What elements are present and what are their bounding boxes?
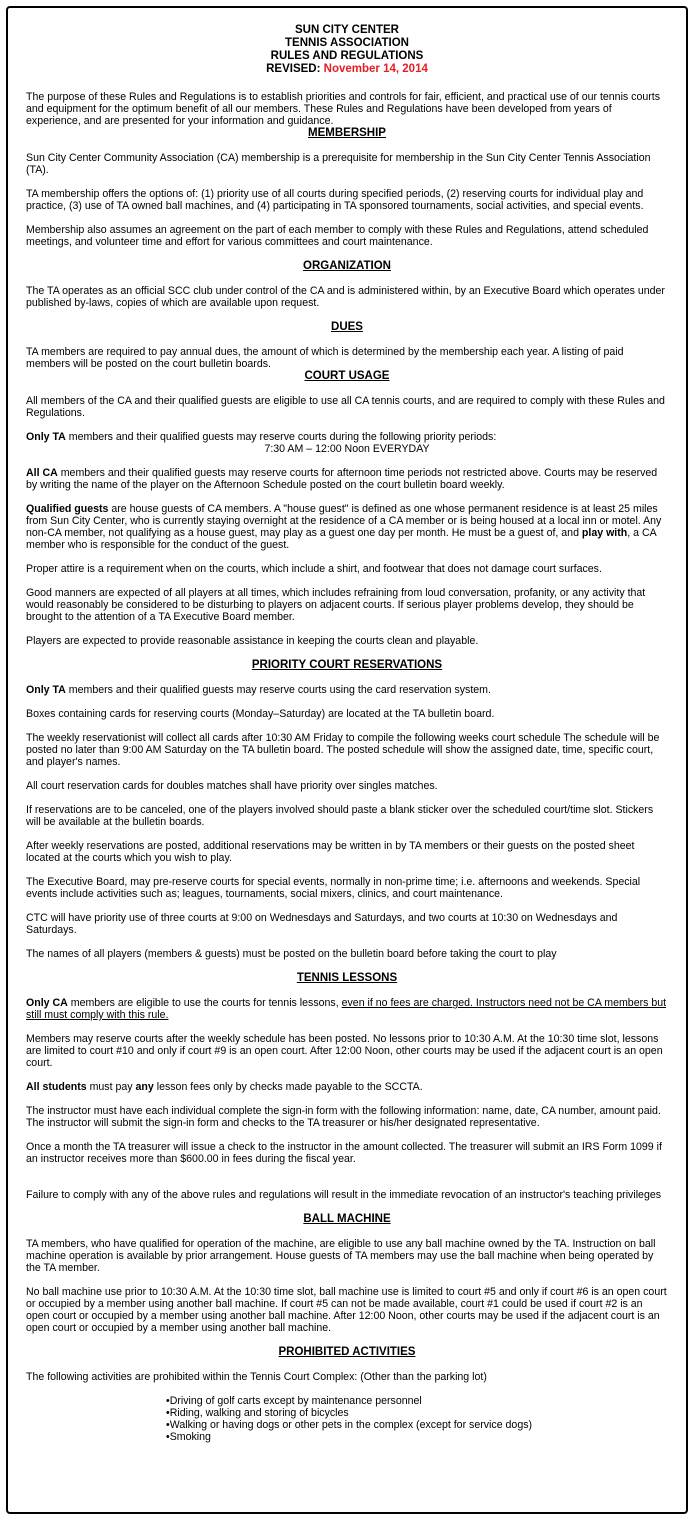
section-heading: MEMBERSHIP: [308, 127, 386, 139]
text-run: All court reservation cards for doubles matches shall have priority over singles matches.: [26, 780, 438, 792]
document-body: [26, 91, 668, 1443]
text-run: even if no fees are charged. Instructors need not be CA members but still must comply with this rule.: [26, 997, 667, 1021]
paragraph: [26, 431, 668, 443]
text-run: Members may reserve courts after the weekly schedule has been posted. No lessons prior to 10:30 A.M. At the 10:30 time slot, lessons are limited to court #10 and only if court #9 is an open court. After 12:00 Noon, other courts may be used if the adjacent court is an open court.: [26, 1033, 663, 1069]
text-run: The purpose of these Rules and Regulations is to establish priorities and controls for fair, efficient, and practical use of our tennis courts and equipment for the optimum benefit of all our members. These Rules and Regulations have been developed from years of experience, and are presented for your information and guidance.: [26, 91, 661, 127]
document-title: [26, 24, 668, 76]
document-page: [6, 6, 688, 1514]
text-run: The weekly reservationist will collect all cards after 10:30 AM Friday to compile the following weeks court schedule The schedule will be posted no later than 9:00 AM Saturday on the TA bulletin board. The posted schedule will show the assigned date, time, specific court, and player's names.: [26, 732, 660, 768]
section-heading: BALL MACHINE: [303, 1213, 391, 1225]
paragraph: [26, 1189, 668, 1201]
bullet-item: • Riding, walking and storing of bicycles: [166, 1407, 668, 1419]
paragraph: [26, 635, 668, 647]
title-line-org: SUN CITY CENTER: [295, 24, 399, 36]
text-run: All students: [26, 1081, 87, 1093]
text-run: Only TA: [26, 684, 66, 696]
centered-line: 7:30 AM – 12:00 Noon EVERYDAY: [264, 443, 430, 455]
section-heading: COURT USAGE: [304, 370, 390, 382]
text-run: The TA operates as an official SCC club under control of the CA and is administered within, by an Executive Board which operates under published by-laws, copies of which are available upon request.: [26, 285, 665, 309]
text-run: lesson fees only by checks made payable to the SCCTA.: [153, 1081, 423, 1093]
text-run: TA members are required to pay annual dues, the amount of which is determined by the membership each year. A listing of paid members will be posted on the court bulletin boards.: [26, 346, 624, 370]
text-run: Qualified guests: [26, 503, 109, 515]
text-run: All members of the CA and their qualified guests are eligible to use all CA tennis courts, and are required to comply with these Rules and Regulations.: [26, 395, 665, 419]
paragraph: [26, 503, 668, 551]
paragraph: [26, 876, 668, 900]
title-line-association: TENNIS ASSOCIATION: [285, 37, 409, 49]
paragraph: [26, 732, 668, 768]
text-run: The Executive Board, may pre-reserve courts for special events, normally in non-prime time; i.e. afternoons and weekends. Special events include activities such as; leagues, tournaments, social mixers, clinics, and court maintenance.: [26, 876, 641, 900]
text-run: No ball machine use prior to 10:30 A.M. At the 10:30 time slot, ball machine use is limited to court #5 and only if court #6 is an open court or occupied by a member using another ball machine. If court #5 can not be made available, court #1 could be used if court #2 is an open court or occupied by a member using another ball machine. After 12:00 Noon, other courts may be used if the adjacent court is an open court or occupied by a member using another ball machine.: [26, 1286, 667, 1334]
paragraph: [26, 804, 668, 828]
paragraph: [26, 780, 668, 792]
paragraph: [26, 395, 668, 419]
text-run: any: [135, 1081, 154, 1093]
text-run: members and their qualified guests may reserve courts using the card reservation system.: [65, 684, 491, 696]
text-run: TA membership offers the options of: (1) priority use of all courts during specified periods, (2) reserving courts for individual play and practice, (3) use of TA owned ball machines, and (4) participating in TA sponsored tournaments, social activities, and special events.: [26, 188, 644, 212]
paragraph: [26, 1141, 668, 1165]
text-run: Proper attire is a requirement when on the courts, which include a shirt, and footwear that does not damage court surfaces.: [26, 563, 602, 575]
section-heading: DUES: [331, 321, 363, 333]
section-heading: PRIORITY COURT RESERVATIONS: [251, 659, 443, 671]
revised-date: November 14, 2014: [323, 63, 428, 75]
paragraph: [26, 224, 668, 248]
text-run: play with: [581, 527, 628, 539]
text-run: The names of all players (members & guests) must be posted on the bulletin board before taking the court to play: [26, 948, 557, 960]
bullet-item: • Smoking: [166, 1431, 668, 1443]
text-run: members are eligible to use the courts for tennis lessons,: [67, 997, 342, 1009]
paragraph: [26, 840, 668, 864]
text-run: CTC will have priority use of three courts at 9:00 on Wednesdays and Saturdays, and two courts at 10:30 on Wednesdays and Saturdays.: [26, 912, 618, 936]
text-run: Boxes containing cards for reserving courts (Monday–Saturday) are located at the TA bulletin board.: [26, 708, 495, 720]
text-run: Membership also assumes an agreement on the part of each member to comply with these Rules and Regulations, attend scheduled meetings, and volunteer time and effort for various committees and court maintenance.: [26, 224, 649, 248]
text-run: Once a month the TA treasurer will issue a check to the instructor in the amount collected. The treasurer will submit an IRS Form 1099 if an instructor receives more than $600.00 in fees during the fiscal year.: [26, 1141, 662, 1165]
text-run: After weekly reservations are posted, additional reservations may be written in by TA members or their guests on the posted sheet located at the courts which you wish to play.: [26, 840, 635, 864]
paragraph: [26, 346, 668, 370]
title-line-revised: [26, 63, 668, 76]
text-run: If reservations are to be canceled, one of the players involved should paste a blank sticker over the scheduled court/time slot. Stickers will be available at the bulletin boards.: [26, 804, 654, 828]
text-run: members and their qualified guests may reserve courts for afternoon time periods not restricted above. Courts may be reserved by writing the name of the player on the Afternoon Schedule posted on the court bulletin board weekly.: [26, 467, 658, 491]
paragraph: [26, 285, 668, 309]
paragraph: [26, 1238, 668, 1274]
text-run: Players are expected to provide reasonable assistance in keeping the courts clean and playable.: [26, 635, 479, 647]
text-run: are house guests of CA members. A "house guest" is defined as one whose permanent residence is at least 25 miles from Sun City Center, who is currently staying overnight at the residence of a CA member or is being housed at a local inn or motel. Any non-CA member, not qualifying as a house guest, may play as a guest one day per month. He must be a guest of, and: [26, 503, 662, 539]
text-run: Only TA: [26, 431, 66, 443]
text-run: The instructor must have each individual complete the sign-in form with the following information: name, date, CA number, amount paid. The instructor will submit the sign-in form and checks to the TA treasurer or his/her designated representative.: [26, 1105, 661, 1129]
text-run: Sun City Center Community Association (CA) membership is a prerequisite for membership in the Sun City Center Tennis Association (TA).: [26, 152, 651, 176]
text-run: All CA: [26, 467, 58, 479]
text-run: , a CA member who is responsible for the conduct of the guest.: [26, 527, 657, 551]
section-heading: TENNIS LESSONS: [296, 972, 398, 984]
paragraph: [26, 948, 668, 960]
text-run: Only CA: [26, 997, 68, 1009]
bullet-list: [26, 1395, 668, 1443]
spacer: [26, 1177, 668, 1189]
paragraph: [26, 997, 668, 1021]
bullet-item: • Walking or having dogs or other pets in the complex (except for service dogs): [166, 1419, 668, 1431]
paragraph: [26, 684, 668, 696]
section-heading: PROHIBITED ACTIVITIES: [278, 1346, 416, 1358]
revised-label: REVISED:: [266, 63, 321, 75]
paragraph: [26, 188, 668, 212]
paragraph: [26, 587, 668, 623]
text-run: TA members, who have qualified for operation of the machine, are eligible to use any ball machine owned by the TA. Instruction on ball machine operation is available by prior arrangement. House guests of TA members may use the ball machine when being operated by the TA member.: [26, 1238, 656, 1274]
text-run: Good manners are expected of all players at all times, which includes refraining from loud conversation, profanity, or any activity that would reasonably be considered to be disturbing to players on adjacent courts. If serious player problems develop, they should be brought to the attention of a TA Executive Board member.: [26, 587, 646, 623]
paragraph: [26, 1286, 668, 1334]
paragraph: [26, 912, 668, 936]
text-run: members and their qualified guests may reserve courts during the following priority periods:: [65, 431, 497, 443]
text-run: must pay: [86, 1081, 136, 1093]
paragraph: [26, 708, 668, 720]
paragraph: [26, 91, 668, 127]
paragraph: [26, 1371, 668, 1383]
title-line-rules: RULES AND REGULATIONS: [270, 50, 424, 62]
paragraph: [26, 1033, 668, 1069]
text-run: The following activities are prohibited within the Tennis Court Complex: (Other than the parking lot): [26, 1371, 487, 1383]
section-heading: ORGANIZATION: [303, 260, 391, 272]
text-run: Failure to comply with any of the above rules and regulations will result in the immediate revocation of an instructor's teaching privileges: [26, 1189, 662, 1201]
bullet-item: • Driving of golf carts except by maintenance personnel: [166, 1395, 668, 1407]
paragraph: [26, 152, 668, 176]
paragraph: [26, 1081, 668, 1093]
paragraph: [26, 1105, 668, 1129]
paragraph: [26, 563, 668, 575]
paragraph: [26, 467, 668, 491]
